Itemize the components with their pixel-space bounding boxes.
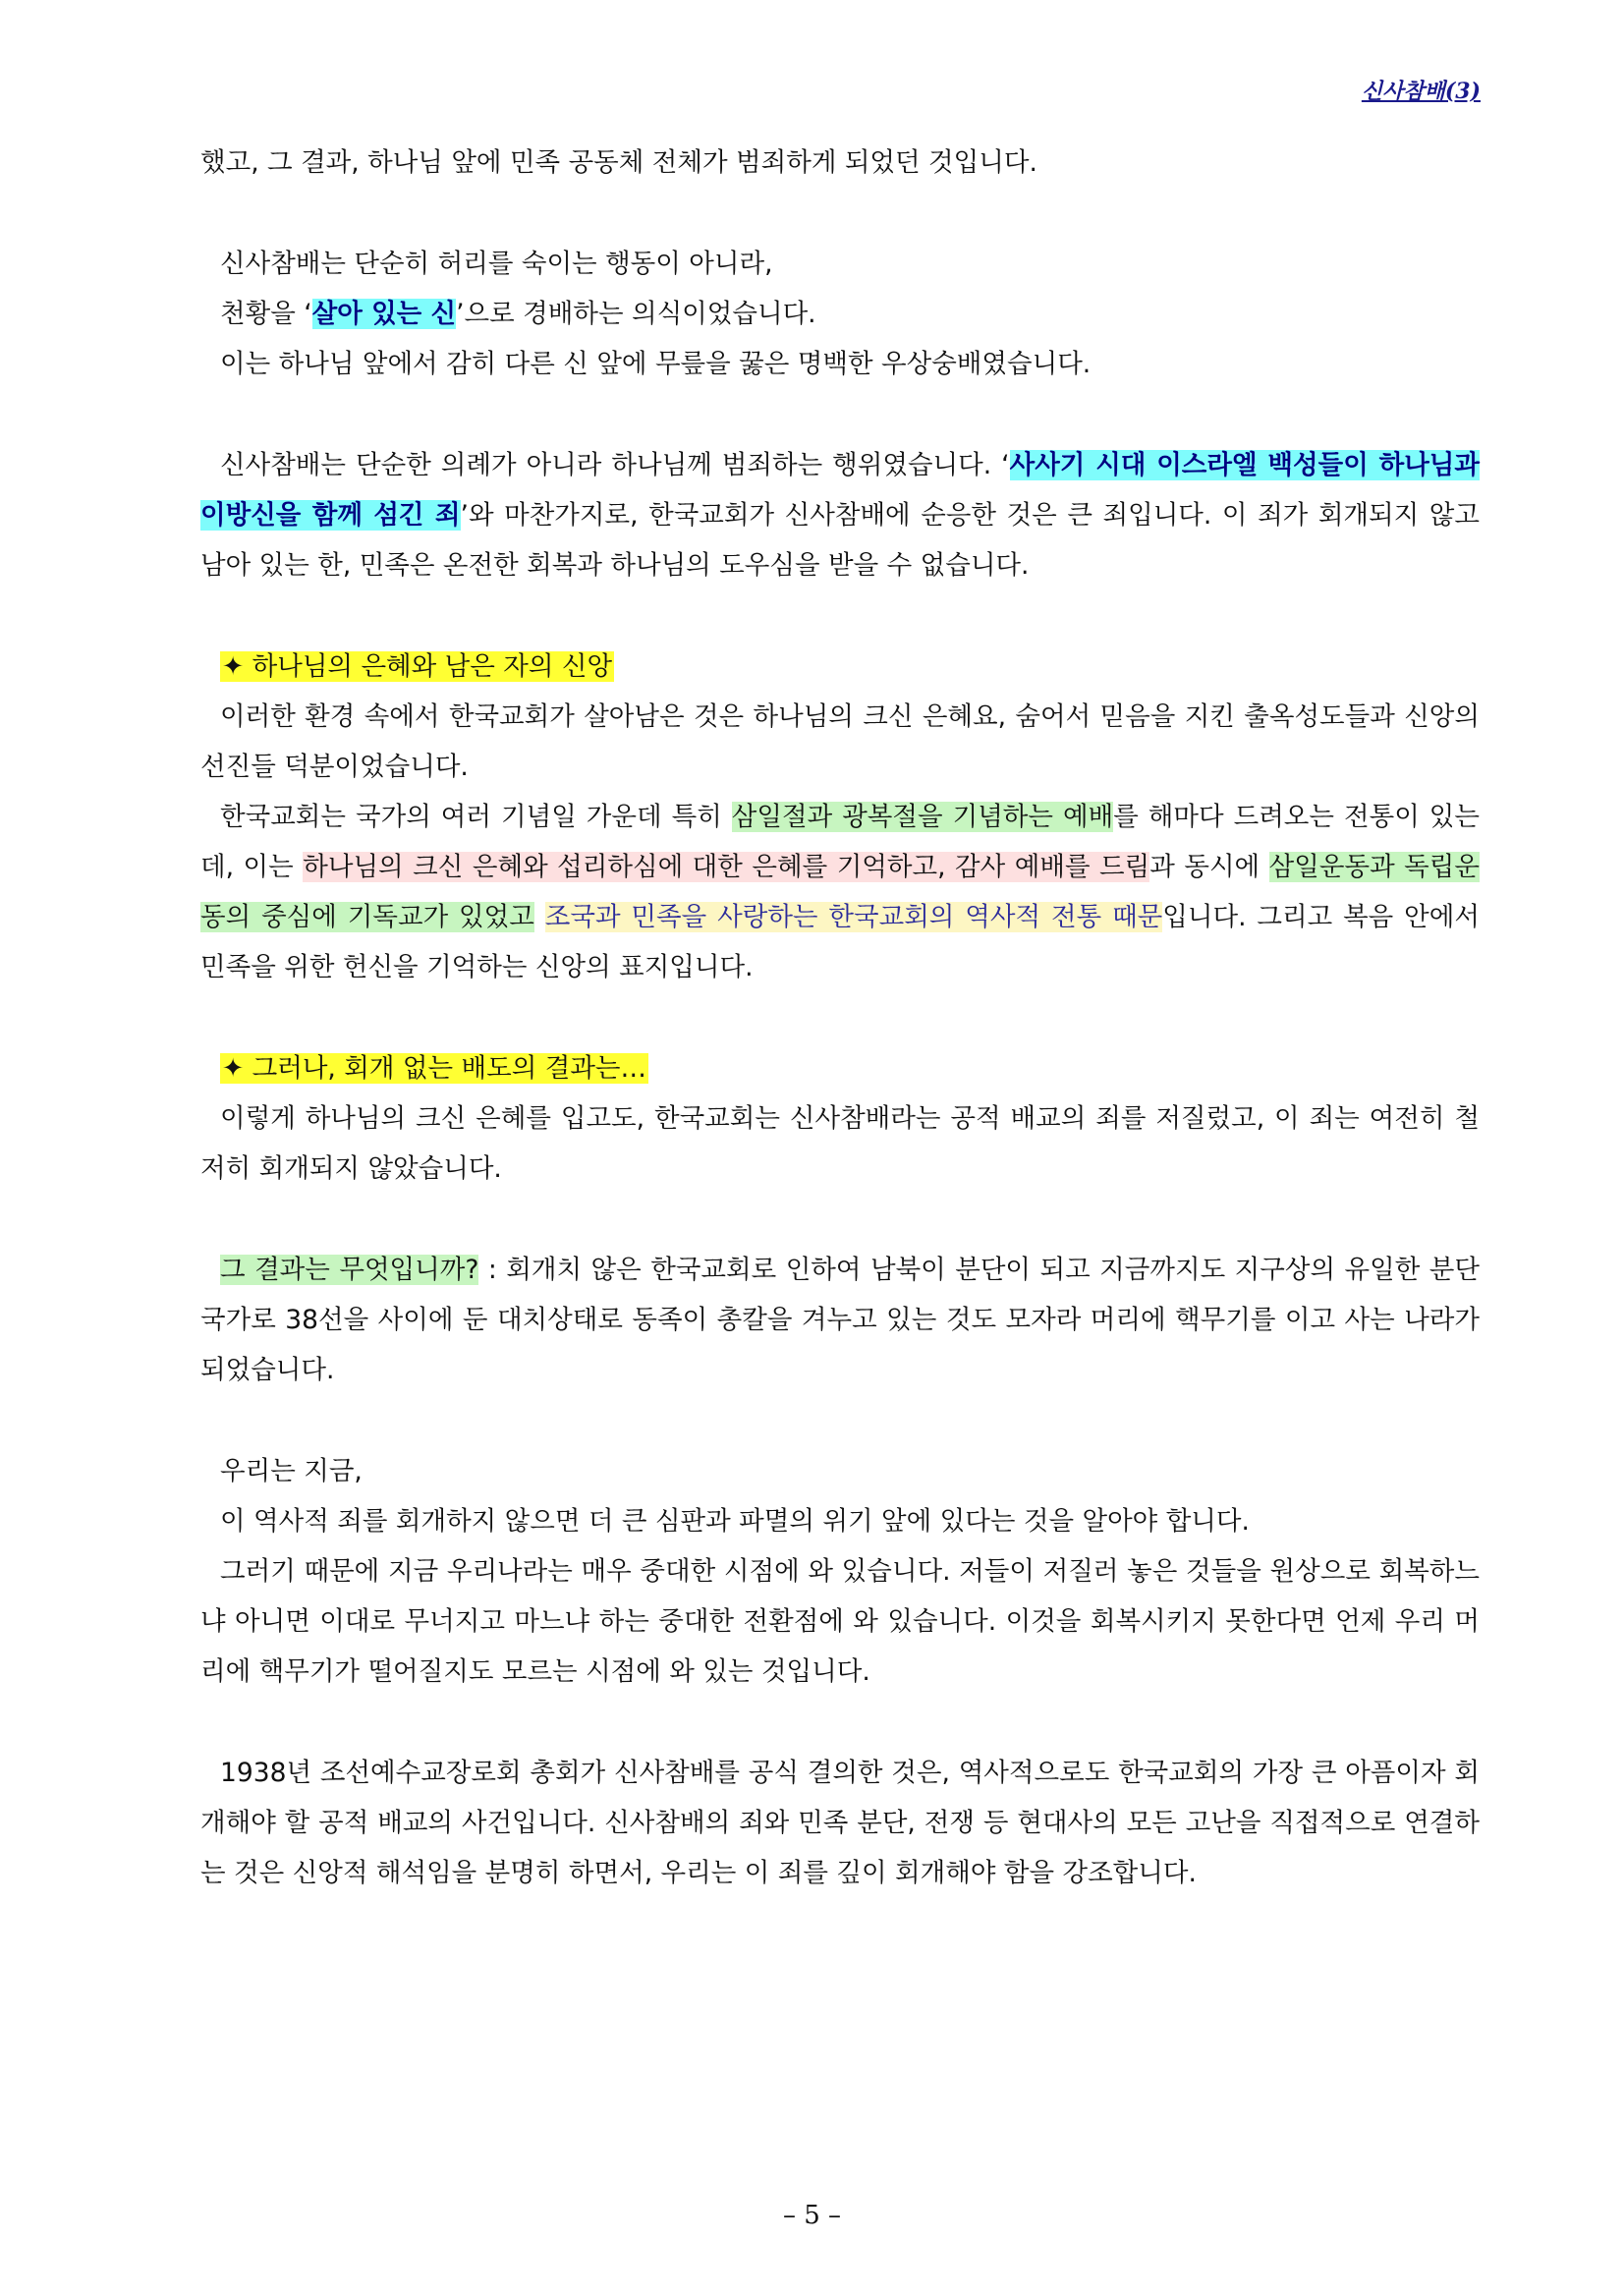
text-run: 신사참배는 단순한 의례가 아니라 하나님께 범죄하는 행위였습니다. ‘: [220, 450, 1010, 480]
paragraph: 1938년 조선예수교장로회 총회가 신사참배를 공식 결의한 것은, 역사적으로도 한국교회의 가장 큰 아픔이자 회개해야 할 공적 배교의 사건입니다. 신사참배의 죄와 민족 분단, 전쟁 등 현대사의 모든 고난을 직접적으로 연결하는 것은 신앙적 해석임을 분명히 하면서, 우리는 이 죄를 깊이 회개해야 함을 강조합니다.: [200, 1758, 1480, 1888]
paragraph: [200, 792, 1480, 992]
page-body: [200, 138, 1480, 1898]
highlight-green: 삼일운동과 독립운동의 중심에 기독교가 있었고: [200, 852, 1480, 932]
paragraph-line: 이 역사적 죄를 회개하지 않으면 더 큰 심판과 파멸의 위기 앞에 있다는 것을 알아야 합니다.: [220, 1506, 1250, 1537]
text-run: 를 해마다 드려오는 전통이 있는데, 이는: [200, 802, 1480, 882]
highlight-green: 그 결과는 무엇입니까?: [220, 1255, 479, 1285]
highlight-green: 삼일절과 광복절을 기념하는 예배: [731, 802, 1114, 832]
text-run: : 회개치 않은 한국교회로 인하여 남북이 분단이 되고 지금까지도 지구상의 유일한 분단국가로 38선을 사이에 둔 대치상태로 동족이 총칼을 겨누고 있는 것도 모자라 머리에 핵무기를 이고 사는 나라가 되었습니다.: [200, 1255, 1480, 1385]
paragraph-line: [200, 289, 1480, 339]
highlight-cyan: 사사기 시대 이스라엘 백성들이 하나님과 이방신을 함께 섬긴 죄: [200, 450, 1480, 531]
section-heading: [200, 642, 1480, 692]
paragraph: 이러한 환경 속에서 한국교회가 살아남은 것은 하나님의 크신 은혜요, 숨어서 믿음을 지킨 출옥성도들과 신앙의 선진들 덕분이었습니다.: [200, 701, 1480, 782]
text-run: 한국교회는 국가의 여러 기념일 가운데 특히: [220, 802, 732, 832]
paragraph: 이렇게 하나님의 크신 은혜를 입고도, 한국교회는 신사참배라는 공적 배교의 죄를 저질렀고, 이 죄는 여전히 철저히 회개되지 않았습니다.: [200, 1103, 1480, 1184]
paragraph-line: 우리는 지금,: [220, 1456, 363, 1486]
paragraph-line: 이는 하나님 앞에서 감히 다른 신 앞에 무릎을 꿇은 명백한 우상숭배였습니다.: [220, 349, 1092, 379]
highlight-cream: 조국과 민족을 사랑하는 한국교회의 역사적 전통 때문: [544, 902, 1163, 932]
text-run: 천황을 ‘: [220, 299, 312, 329]
paragraph: 그러기 때문에 지금 우리나라는 매우 중대한 시점에 와 있습니다. 저들이 저질러 놓은 것들을 원상으로 회복하느냐 아니면 이대로 무너지고 마느냐 하는 중대한 전환점에 와 있습니다. 이것을 회복시키지 못한다면 언제 우리 머리에 핵무기가 떨어질지도 모르는 시점에 와 있는 것입니다.: [200, 1556, 1480, 1687]
text-run: 과 동시에: [1149, 852, 1269, 882]
paragraph-line: 신사참배는 단순히 허리를 숙이는 행동이 아니라,: [220, 249, 773, 279]
text-run: [534, 902, 545, 932]
running-header: 신사참배(3): [1361, 79, 1481, 104]
paragraph: [200, 1245, 1480, 1395]
highlight-cyan: 살아 있는 신: [311, 299, 457, 329]
heading-highlight: ✦ 하나님의 은혜와 남은 자의 신앙: [222, 651, 613, 682]
highlight-pink: 하나님의 크신 은혜와 섭리하심에 대한 은혜를 기억하고, 감사 예배를 드림: [303, 852, 1150, 882]
text-run: 입니다. 그리고 복음 안에서 민족을 위한 헌신을 기억하는 신앙의 표지입니다.: [200, 902, 1480, 982]
paragraph: 했고, 그 결과, 하나님 앞에 민족 공동체 전체가 범죄하게 되었던 것입니다.: [200, 147, 1037, 178]
heading-highlight: ✦ 그러나, 회개 없는 배도의 결과는…: [222, 1053, 647, 1084]
text-run: ’으로 경배하는 의식이었습니다.: [456, 299, 816, 329]
text-run: ’와 마찬가지로, 한국교회가 신사참배에 순응한 것은 큰 죄입니다. 이 죄가 회개되지 않고 남아 있는 한, 민족은 온전한 회복과 하나님의 도우심을 받을 수 없습니다.: [200, 500, 1480, 581]
paragraph: [200, 440, 1480, 590]
section-heading: [200, 1043, 1480, 1093]
page-number: – 5 –: [782, 2201, 842, 2230]
